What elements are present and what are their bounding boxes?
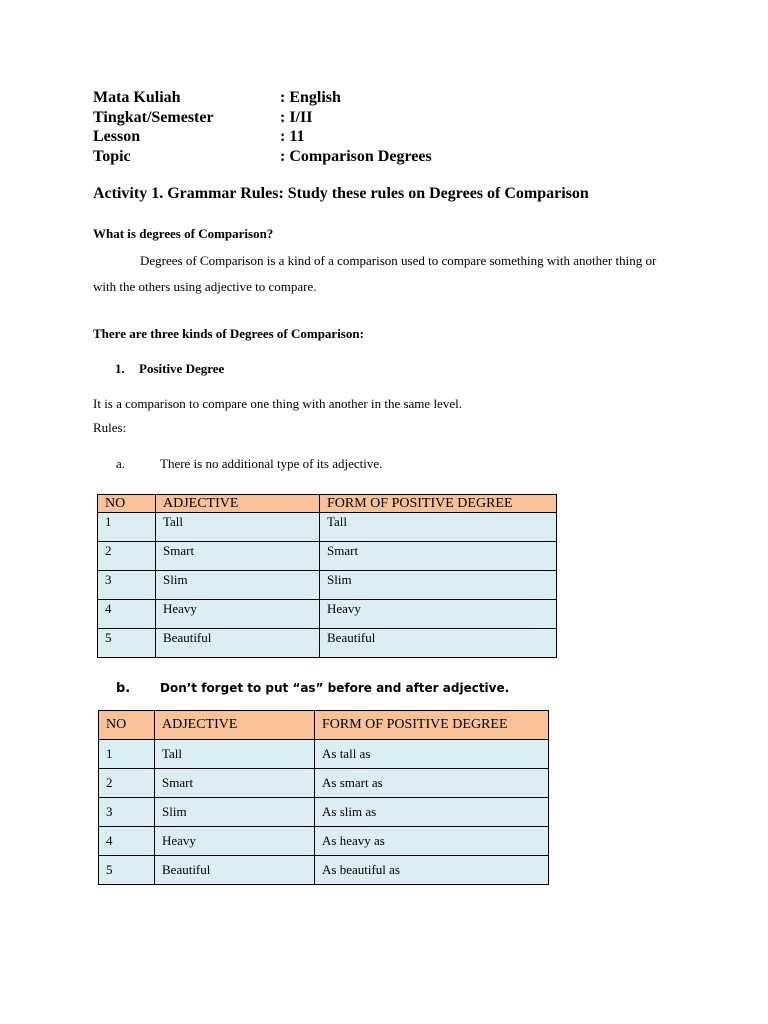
- table-header-row: [98, 495, 557, 513]
- cell-adjective: Slim: [156, 571, 320, 600]
- cell-adjective: Smart: [155, 769, 315, 798]
- question-heading: What is degrees of Comparison?: [93, 226, 274, 241]
- rule-a-text: There is no additional type of its adjective.: [160, 456, 383, 471]
- list-item-title: Positive Degree: [139, 361, 225, 376]
- degree-description: It is a comparison to compare one thing with another in the same level.: [93, 396, 462, 411]
- cell-form: As slim as: [315, 798, 549, 827]
- column-header-adjective: ADJECTIVE: [155, 711, 315, 740]
- table-header-row: [99, 711, 549, 740]
- cell-no: 1: [99, 740, 155, 769]
- header-value: : I/II: [280, 109, 313, 126]
- rule-b-text: Don’t forget to put “as” before and after adjective.: [160, 681, 510, 695]
- table-row: [99, 856, 549, 885]
- column-header-no: NO: [98, 495, 156, 513]
- table-row: [99, 740, 549, 769]
- header-value: : English: [280, 89, 341, 106]
- table-row: [98, 513, 557, 542]
- table-row: [99, 827, 549, 856]
- cell-no: 4: [99, 827, 155, 856]
- table-row: [99, 798, 549, 827]
- cell-adjective: Heavy: [156, 600, 320, 629]
- table-row: [98, 542, 557, 571]
- positive-degree-table-1: [97, 494, 557, 658]
- cell-form: Slim: [320, 571, 557, 600]
- column-header-adjective: ADJECTIVE: [156, 495, 320, 513]
- column-header-form: FORM OF POSITIVE DEGREE: [315, 711, 549, 740]
- rules-label: Rules:: [93, 420, 127, 435]
- cell-form: Heavy: [320, 600, 557, 629]
- cell-form: As tall as: [315, 740, 549, 769]
- cell-adjective: Beautiful: [155, 856, 315, 885]
- table-row: [98, 571, 557, 600]
- cell-adjective: Smart: [156, 542, 320, 571]
- header-label: Topic: [93, 148, 131, 165]
- cell-form: As heavy as: [315, 827, 549, 856]
- activity-title: Activity 1. Grammar Rules: Study these rules on Degrees of Comparison: [93, 185, 589, 202]
- cell-no: 1: [98, 513, 156, 542]
- header-label: Tingkat/Semester: [93, 109, 214, 126]
- cell-adjective: Tall: [156, 513, 320, 542]
- cell-no: 4: [98, 600, 156, 629]
- header-label: Lesson: [93, 128, 141, 145]
- table-row: [98, 600, 557, 629]
- cell-no: 5: [99, 856, 155, 885]
- cell-adjective: Slim: [155, 798, 315, 827]
- cell-form: Tall: [320, 513, 557, 542]
- column-header-form: FORM OF POSITIVE DEGREE: [320, 495, 557, 513]
- cell-no: 2: [99, 769, 155, 798]
- list-item-number: 1.: [115, 361, 125, 376]
- positive-degree-table-2: [98, 710, 549, 885]
- rule-a-marker: a.: [116, 456, 126, 471]
- definition-paragraph: Degrees of Comparison is a kind of a comparison used to compare something with another thing or with the others using adjective to compare.: [93, 253, 657, 294]
- cell-adjective: Tall: [155, 740, 315, 769]
- cell-no: 2: [98, 542, 156, 571]
- kinds-heading: There are three kinds of Degrees of Comparison:: [93, 326, 364, 341]
- table-row: [99, 769, 549, 798]
- header-value: : Comparison Degrees: [280, 148, 432, 165]
- cell-no: 3: [98, 571, 156, 600]
- cell-form: Beautiful: [320, 629, 557, 658]
- cell-no: 3: [99, 798, 155, 827]
- cell-adjective: Beautiful: [156, 629, 320, 658]
- cell-adjective: Heavy: [155, 827, 315, 856]
- header-value: : 11: [280, 128, 305, 145]
- rule-b-marker: b.: [116, 681, 131, 696]
- cell-no: 5: [98, 629, 156, 658]
- cell-form: As smart as: [315, 769, 549, 798]
- column-header-no: NO: [99, 711, 155, 740]
- cell-form: As beautiful as: [315, 856, 549, 885]
- table-row: [98, 629, 557, 658]
- header-label: Mata Kuliah: [93, 89, 181, 106]
- cell-form: Smart: [320, 542, 557, 571]
